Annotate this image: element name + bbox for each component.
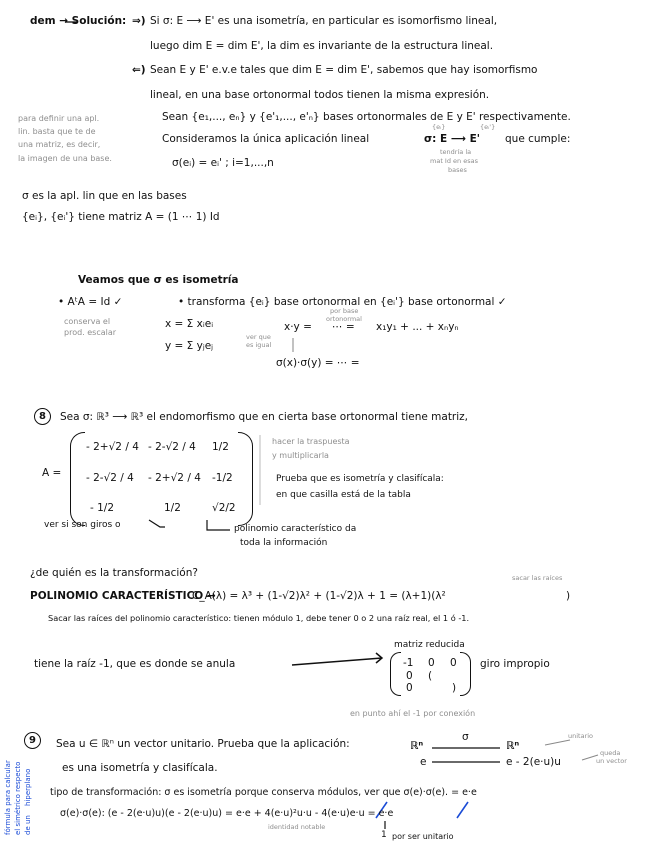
calc-line: σ(e)·σ(e): (e - 2(e·u)u)(e - 2(e·u)u) = e·e + 4(e·u)²u·u - 4(e·u)e·u = e·e [60, 808, 394, 819]
iso-bullet-3-line-2: prod. escalar [64, 328, 117, 337]
matrix-a-23: -1/2 [212, 472, 233, 484]
prueba-line-2: en que casilla está de la tabla [276, 490, 411, 500]
por-ser-note: por ser unitario [392, 832, 454, 841]
xy-rhs: x₁y₁ + ... + xₙyₙ [376, 321, 459, 333]
roots-note: sacar las raíces [512, 574, 563, 582]
consider-line: Consideramos la única aplicación lineal [162, 133, 370, 145]
unitario-note: unitario [568, 732, 594, 740]
map-codomain: ℝⁿ [506, 740, 520, 752]
reduced-31: 0 [406, 682, 413, 694]
map-variable: e [420, 756, 427, 768]
iso-bullet-1: • AᵗA = Id ✓ [58, 296, 123, 308]
dem-label: dem → Solución: [30, 15, 127, 27]
exercise-8-number: 8 [34, 408, 51, 425]
matrix-a-11: - 2+√2 / 4 [86, 441, 139, 453]
xy-dots: ⋯ = [332, 321, 355, 333]
iso-bullet-2: • transforma {eᵢ} base ortonormal en {eᵢ'} base ortonormal ✓ [178, 296, 507, 308]
sacar-line: Sacar las raíces del polinomio característico: tienen módulo 1, debe tener 0 o 2 una raíz real, el 1 ó -1. [48, 613, 470, 623]
ex8-statement: Sea σ: ℝ³ ⟶ ℝ³ el endomorfismo que en cierta base ortonormal tiene matriz, [60, 411, 469, 423]
poly-note-arrow [207, 520, 230, 530]
matrix-a-left-paren [70, 432, 85, 526]
ex9-statement: Sea u ∈ ℝⁿ un vector unitario. Prueba que la aplicación: [56, 738, 350, 750]
map-note-3: bases [448, 166, 467, 174]
sigma-xy: σ(x)·σ(y) = ⋯ = [276, 357, 360, 369]
ver-note-2: es igual [246, 341, 272, 349]
map-note-2: mat Id en esas [430, 157, 478, 165]
forward-line-2: luego dim E = dim E', la dim es invariante de la estructura lineal. [150, 40, 494, 52]
matrix-a-right-paren [238, 432, 253, 526]
giro-impropio: giro impropio [480, 658, 550, 670]
ver-giros: ver si son giros o [44, 520, 121, 530]
characteristic-polynomial: C_A(λ) = λ³ + (1-√2)λ² + (1-√2)λ + 1 = (λ+1)(λ² [192, 590, 446, 602]
side-blue-4: hiperplano [24, 768, 32, 806]
map-top-left: {eᵢ} [432, 123, 446, 131]
y-expansion: y = Σ yⱼeⱼ [165, 340, 214, 352]
xy-dot: x·y = [284, 321, 312, 333]
xy-over-2: ortonormal [326, 315, 362, 323]
unitario-pointer [545, 740, 570, 745]
side-note-3: una matriz, es decir, [18, 140, 101, 149]
bottom-note: en punto ahí el -1 por conexión [350, 709, 476, 718]
question: ¿de quién es la transformación? [30, 567, 198, 579]
tiene-line: tiene la raíz -1, que es donde se anula [34, 658, 236, 670]
cancel-mark-2 [457, 802, 468, 818]
bases-line: Sean {e₁,..., eₙ} y {e'₁,..., e'ₙ} bases ortonormales de E y E' respectivamente. [162, 111, 571, 123]
iso-title: Veamos que σ es isometría [78, 274, 239, 286]
map-top-right: {eᵢ'} [480, 123, 496, 131]
definition: σ(eᵢ) = eᵢ' ; i=1,...,n [172, 157, 274, 169]
side-blue-2: el simétrico respecto [14, 761, 22, 835]
that-satisfies: que cumple: [505, 133, 571, 145]
backward-line-2: lineal, en una base ortonormal todos tienen la misma expresión. [150, 89, 490, 101]
ver-note-1: ver que [246, 333, 271, 341]
matrix-a-label: A = [42, 467, 62, 479]
map-note-1: tendría la [440, 148, 472, 156]
side-blue-1: fórmula para calcular [4, 760, 12, 835]
xy-over-1: por base [330, 307, 359, 315]
reduced-left-paren [390, 652, 401, 696]
polinomio-note-1: polinomio característico da [234, 524, 357, 534]
note-traspuesta: hacer la traspuesta [272, 437, 350, 446]
giros-bracket [149, 520, 165, 527]
matrix-a-12: - 2-√2 / 4 [148, 441, 196, 453]
tipo-line: tipo de transformación: σ es isometría porque conserva módulos, ver que σ(e)·σ(e). = e·e [50, 787, 477, 798]
polinomio-note-2: toda la información [240, 538, 328, 548]
un-vector-note: un vector [596, 757, 627, 765]
ex9-isometry-line: es una isometría y clasifícala. [62, 762, 218, 774]
map-rule: e - 2(e·u)u [506, 756, 561, 768]
reduced-21: 0 [406, 670, 413, 682]
map-sigma: σ: E ⟶ E' [424, 133, 480, 145]
matrix-line-2: {eᵢ}, {eᵢ'} tiene matriz A = (1 ⋯ 1) Id [22, 211, 220, 223]
reduced-11: -1 [403, 657, 414, 669]
reduced-22: ( [428, 670, 433, 682]
queda-note: queda [600, 749, 621, 757]
matrix-a-31: - 1/2 [90, 502, 115, 514]
backward-line-1: Sean E y E' e.v.e tales que dim E = dim E', sabemos que hay isomorfismo [150, 64, 538, 76]
reduced-32: ) [452, 682, 457, 694]
reduced-12: 0 [428, 657, 435, 669]
side-note-2: lin. basta que te de [18, 127, 96, 136]
reduced-13: 0 [450, 657, 457, 669]
map-domain: ℝⁿ [410, 740, 424, 752]
note-multiplicarla: y multiplicarla [272, 451, 329, 460]
side-blue-3: de un [24, 815, 32, 835]
side-note-4: la imagen de una base. [18, 154, 112, 163]
x-expansion: x = Σ xᵢeᵢ [165, 318, 214, 330]
matrix-a-22: - 2+√2 / 4 [148, 472, 201, 484]
forward-mark: ⇒) [132, 15, 146, 27]
backward-mark: ⇐) [132, 64, 146, 76]
map-sigma-label: σ [462, 731, 469, 743]
poly-label: POLINOMIO CARACTERÍSTICO → [30, 590, 216, 602]
poly-close: ) [566, 590, 571, 602]
reduced-right-paren [460, 652, 471, 696]
matrix-a-13: 1/2 [212, 441, 229, 453]
matrix-line-1: σ es la apl. lin que en las bases [22, 190, 187, 202]
forward-line-1: Si σ: E ⟶ E' es una isometría, en particular es isomorfismo lineal, [150, 15, 498, 27]
uno-note: 1 [381, 830, 387, 840]
identidad-notable-note: identidad notable [268, 823, 326, 831]
iso-bullet-3-line-1: conserva el [64, 317, 111, 326]
prueba-line-1: Prueba que es isometría y clasifícala: [276, 474, 444, 484]
matriz-reducida-label: matriz reducida [394, 640, 465, 650]
anula-arrow-line [292, 658, 382, 665]
matrix-a-32: 1/2 [164, 502, 181, 514]
matrix-a-33: √2/2 [212, 502, 236, 514]
exercise-9-number: 9 [24, 732, 41, 749]
matrix-a-21: - 2-√2 / 4 [86, 472, 134, 484]
side-note-1: para definir una apl. [18, 114, 100, 123]
